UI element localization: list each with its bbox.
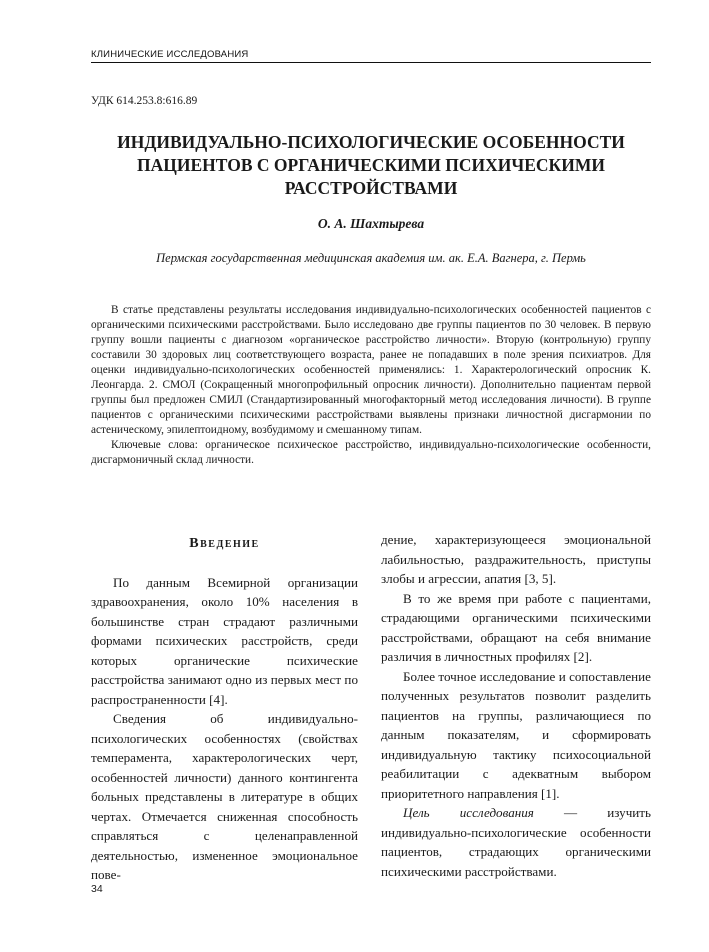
article-title (91, 131, 651, 200)
abstract-text: В статье представлены результаты исследования индивидуально-психологических особенностей пациентов с органическими психическими расстройствами. Было исследовано две группы пациентов по 30 человек. В первую группу вошли пациенты с диагнозом «органическое расстройство личности». Вторую (контрольную) группу составили 30 здоровых лиц соответствующего возраста, ранее не попадавших в поле зрения психиатров. Для оценки индивидуально-психологических особенностей применялись: 1. Характерологический опросник К. Леонгарда. 2. СМОЛ (Сокращенный многопрофильный опросник личности). Дополнительно пациентам первой группы был предложен СМИЛ (Стандартизированный многофакторный метод исследования личности). В группе пациентов с органическими психическими расстройствами выявлены признаки личностной дисгармонии по астеническому, эпилептоидному, возбудимому и смешанному типам. (91, 304, 651, 436)
abstract-keywords: Ключевые слова: органическое психическое расстройство, индивидуально-психологические особенности, дисгармоничный склад личности. (91, 439, 651, 466)
right-column (381, 530, 651, 881)
title-line-2: ПАЦИЕНТОВ С ОРГАНИЧЕСКИМИ ПСИХИЧЕСКИМИ (137, 155, 605, 175)
paragraph: Сведения об индивидуально-психологических особенностях (свойствах темперамента, характерологических черт, особенностей личности) данного контингента больных представлены в литературе в общих чертах. Отмечается сниженная способность справляться с целенаправленной деятельностью, измененное эмоциональное пове- (91, 711, 358, 882)
aim-text: — изучить индивидуально-психологические особенности пациентов, страдающих органическими психическими расстройствами. (381, 805, 651, 879)
title-line-3: РАССТРОЙСТВАМИ (284, 178, 458, 198)
paragraph-aim (381, 803, 651, 881)
paragraph: В то же время при работе с пациентами, страдающими органическими психическими расстройствами, обращают на себя внимание различия в личностных профилях [2]. (381, 590, 651, 664)
page-number: 34 (91, 883, 103, 895)
left-column (91, 534, 358, 885)
affiliation: Пермская государственная медицинская академия им. ак. Е.А. Вагнера, г. Пермь (156, 251, 586, 265)
title-line-1: ИНДИВИДУАЛЬНО-ПСИХОЛОГИЧЕСКИЕ ОСОБЕННОСТИ (117, 132, 625, 152)
abstract (91, 303, 651, 468)
header-rule (91, 62, 651, 63)
paragraph: дение, характеризующееся эмоциональной лабильностью, раздражительность, приступы злобы и агрессии, апатия [3, 5]. (381, 532, 651, 586)
paragraph: Более точное исследование и сопоставление полученных результатов позволит разделить пациентов на группы, различающиеся по данным показателям, и сформировать индивидуальную тактику психосоциальной реабилитации с адекватным выбором приоритетного направления [1]. (381, 668, 651, 801)
aim-label: Цель исследования (403, 805, 534, 820)
author: О. А. Шахтырева (317, 216, 425, 231)
paragraph: По данным Всемирной организации здравоохранения, около 10% населения в большинстве стран страдают различными формами психических расстройств, среди которых органические психические расстройства занимают одно из первых мест по распространенности [4]. (91, 574, 358, 707)
section-heading-introduction: Введение (189, 536, 260, 551)
udk-code: УДК 614.253.8:616.89 (91, 95, 198, 107)
running-header: КЛИНИЧЕСКИЕ ИССЛЕДОВАНИЯ (91, 49, 249, 60)
